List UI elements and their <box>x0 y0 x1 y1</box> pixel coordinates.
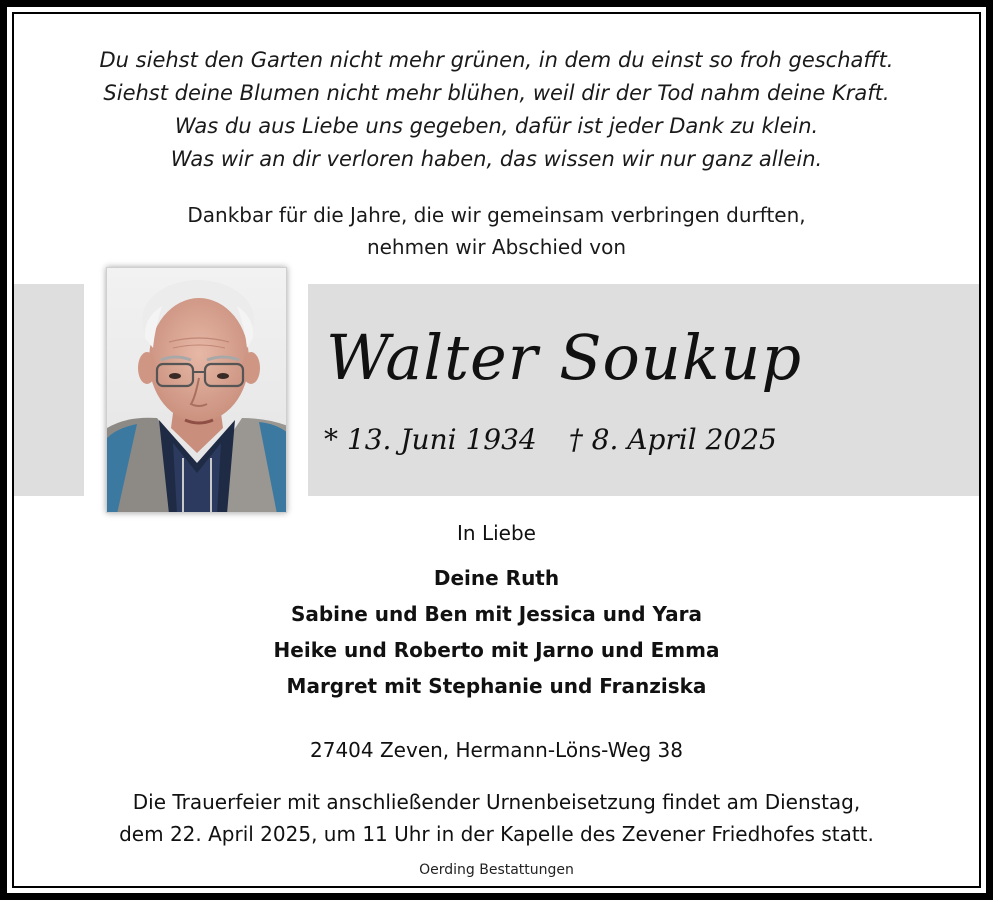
gray-band-left <box>14 284 84 496</box>
mourner-line: Margret mit Stephanie und Franziska <box>286 674 707 698</box>
mourner-line: Deine Ruth <box>433 566 560 590</box>
portrait-photo <box>106 267 287 513</box>
funeral-service-info <box>0 786 993 850</box>
mourners-list <box>0 560 993 704</box>
poem-line: Du siehst den Garten nicht mehr grünen, in dem du einst so froh geschafft. <box>99 48 894 72</box>
poem-line: Was wir an dir verloren haben, das wissen wir nur ganz allein. <box>170 147 823 171</box>
intro-line: Dankbar für die Jahre, die wir gemeinsam verbringen durften, <box>187 203 806 227</box>
mourner-line: Sabine und Ben mit Jessica und Yara <box>290 602 703 626</box>
death-date: † 8. April 2025 <box>568 423 777 456</box>
poem-line: Siehst deine Blumen nicht mehr blühen, weil dir der Tod nahm deine Kraft. <box>103 81 890 105</box>
undertaker-credit: Oerding Bestattungen <box>419 862 574 878</box>
farewell-intro <box>0 199 993 263</box>
in-love-label: In Liebe <box>457 521 536 545</box>
family-address: 27404 Zeven, Hermann-Löns-Weg 38 <box>310 738 683 762</box>
birth-date: * 13. Juni 1934 <box>324 423 537 456</box>
intro-line: nehmen wir Abschied von <box>366 235 627 259</box>
memorial-poem <box>0 44 993 176</box>
deceased-name: Walter Soukup <box>326 321 803 394</box>
mourner-line: Heike und Roberto mit Jarno und Emma <box>273 638 720 662</box>
service-line: Die Trauerfeier mit anschließender Urnenbeisetzung findet am Dienstag, <box>132 790 861 814</box>
life-dates <box>324 420 777 460</box>
service-line: dem 22. April 2025, um 11 Uhr in der Kapelle des Zevener Friedhofes statt. <box>119 822 874 846</box>
poem-line: Was du aus Liebe uns gegeben, dafür ist jeder Dank zu klein. <box>174 114 819 138</box>
